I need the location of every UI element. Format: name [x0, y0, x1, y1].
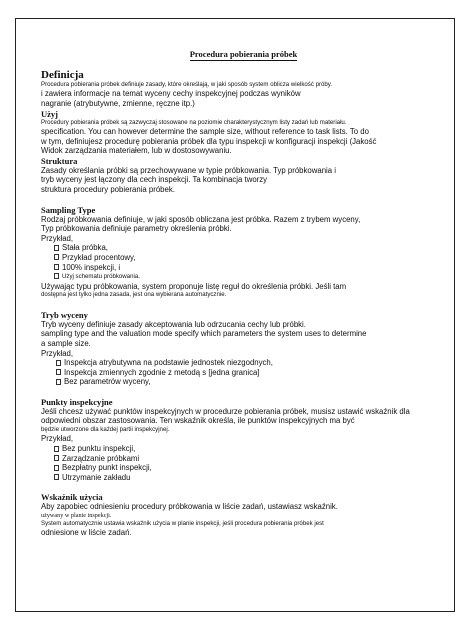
heading-sampling-type: Sampling Type [41, 204, 96, 215]
section-uzyj [41, 109, 446, 156]
checkbox-icon [54, 273, 59, 279]
list-item: Utrzymanie zakładu [54, 473, 446, 483]
punkty-line-2: odpowiedni obszar zastosowania. Ten wskaźnik określa, ile punktów inspekcyjnych ma być [41, 416, 355, 426]
sampling-line-2: Typ próbkowania definiuje parametry określenia próbki. [41, 224, 232, 234]
checkbox-icon [54, 465, 59, 471]
struktura-line-3: struktura procedury pobierania próbek. [41, 184, 175, 194]
definicja-line-2: i zawiera informacje na temat wyceny cechy inspekcyjnej podczas wyników [41, 89, 301, 99]
list-item: Inspekcja atrybutywna na podstawie jednostek niezgodnych, [56, 358, 446, 368]
sampling-example-label: Przykład, [41, 233, 74, 243]
punkty-example-label: Przykład, [41, 434, 74, 444]
wskaznik-line-1: Aby zapobiec odniesieniu procedury próbkowania w liście zadań, ustawiasz wskaźnik. [41, 502, 338, 512]
sampling-line-4: dostępna jest tylko jedna zasada, jest ona wybierana automatycznie. [41, 291, 227, 299]
heading-struktura: Struktura [41, 155, 78, 166]
list-item: Zarządzanie próbkami [54, 454, 446, 464]
document-page [15, 18, 455, 612]
checkbox-icon [54, 245, 59, 251]
tryb-line-1: Tryb wyceny definiuje zasady akceptowania lub odrzucania cechy lub próbki. [41, 319, 306, 329]
heading-punkty-inspekcyjne: Punkty inspekcyjne [41, 396, 113, 407]
sampling-line-3: Używając typu próbkowania, system proponuje listę reguł do określenia próbki. Jeśli tam [41, 281, 347, 291]
uzyj-line-4: Widok zarządzania materiałem, lub w dostosowywaniu. [41, 146, 232, 156]
sampling-example-list [41, 243, 446, 281]
checkbox-icon [54, 474, 59, 480]
definicja-line-1: Procedura pobierania próbek definiuje zasady, które określają, w jaki sposób system oblicza wielkość próby. [41, 81, 333, 88]
tryb-line-2: sampling type and the valuation mode specify which parameters the system uses to determine [41, 329, 367, 339]
heading-tryb-wyceny: Tryb wyceny [41, 309, 88, 320]
section-tryb-wyceny [41, 310, 446, 387]
punkty-line-1: Jeśli chcesz używać punktów inspekcyjnych w procedurze pobierania próbek, musisz ustawić wskaźnik dla [41, 406, 410, 416]
section-wskaznik-uzycia [41, 492, 446, 538]
list-item: Bez parametrów wyceny, [56, 377, 446, 387]
checkbox-icon [54, 254, 59, 260]
uzyj-line-3: w tym, definiujesz procedurę pobierania próbek dla typu inspekcji w konfiguracji inspekcji (Jakość [41, 136, 377, 146]
uzyj-line-1: Procedury pobierania próbek są zazwyczaj stosowane na poziomie charakterystycznym listy zadań lub materiału. [41, 118, 347, 126]
section-definicja [41, 69, 446, 109]
wskaznik-line-4: odniesione w liście zadań. [41, 528, 132, 538]
punkty-example-list [41, 444, 446, 482]
tryb-example-label: Przykład, [41, 348, 74, 358]
document-content [41, 49, 446, 538]
checkbox-icon [54, 446, 59, 452]
checkbox-icon [56, 379, 61, 385]
checkbox-icon [54, 455, 59, 461]
heading-uzyj: Użyj [41, 108, 58, 119]
struktura-line-2: tryb wyceny jest łączony dla cech inspekcji. Ta kombinacja tworzy [41, 175, 268, 185]
section-sampling-type [41, 205, 446, 300]
section-punkty-inspekcyjne [41, 397, 446, 483]
tryb-line-3: a sample size. [41, 338, 91, 348]
checkbox-icon [54, 264, 59, 270]
list-item: Inspekcja zmiennych zgodnie z metodą s [jedna granica] [56, 368, 446, 378]
punkty-line-3: będzie utworzone dla każdej partii inspekcyjnej. [41, 426, 170, 434]
wskaznik-line-3: System automatycznie ustawia wskaźnik użycia w planie inspekcji, jeśli procedura pobierania próbek jest [41, 520, 324, 528]
list-item: Bez punktu inspekcji, [54, 444, 446, 454]
heading-definicja: Definicja [41, 69, 84, 81]
checkbox-icon [56, 369, 61, 375]
checkbox-icon [56, 360, 61, 366]
struktura-line-1: Zasady określania próbki są przechowywane w typie próbkowania. Typ próbkowania i [41, 165, 336, 175]
wskaznik-line-2: używany w planie inspekcji. [41, 512, 112, 520]
definicja-line-3: nagranie (atrybutywne, zmienne, ręczne itp.) [41, 99, 195, 108]
list-item: Stała próbka, [54, 243, 446, 253]
sampling-line-1: Rodzaj próbkowania definiuje, w jaki sposób obliczana jest próbka. Razem z trybem wyceny, [41, 214, 361, 224]
section-struktura [41, 156, 446, 195]
heading-wskaznik-uzycia: Wskaźnik użycia [41, 492, 103, 503]
list-item: 100% inspekcji, i [54, 263, 446, 273]
list-item: Przykład procentowy, [54, 253, 446, 263]
tryb-example-list [41, 358, 446, 387]
uzyj-line-2: specification. You can however determine the sample size, without reference to task lists. To do [41, 127, 369, 136]
document-title: Procedura pobierania próbek [189, 49, 298, 59]
list-item: Użyj schematu próbkowania. [54, 272, 446, 282]
list-item: Bezpłatny punkt inspekcji, [54, 463, 446, 473]
